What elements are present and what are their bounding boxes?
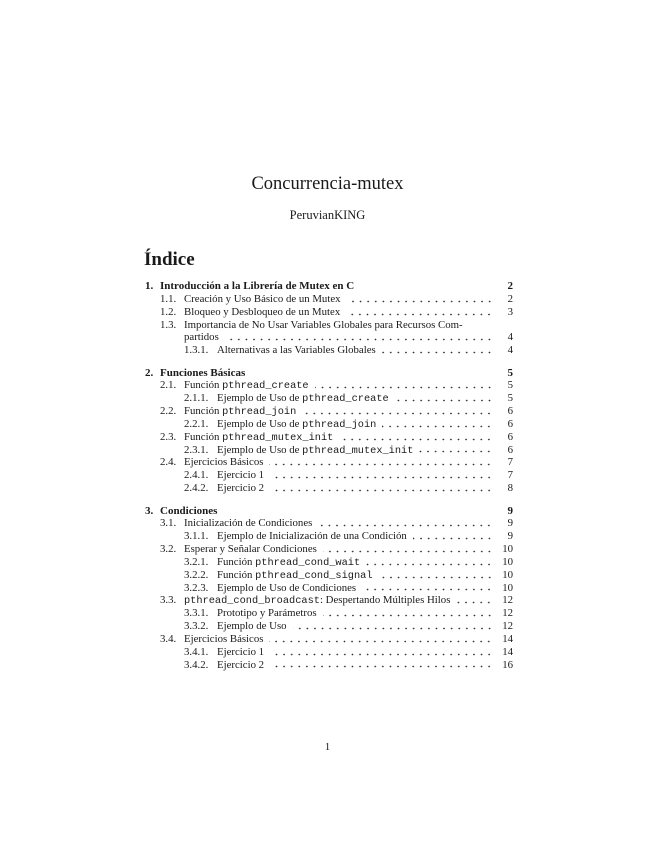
toc-entry-title — [184, 456, 263, 469]
dot-leader — [419, 445, 493, 453]
toc-subsection[interactable] — [145, 405, 513, 418]
toc-entry-number: 3.1.1. — [184, 530, 209, 543]
dot-leader — [251, 368, 493, 376]
dot-leader — [270, 648, 493, 656]
toc-entry-number: 2.1. — [160, 379, 177, 392]
toc-page-number: 2 — [507, 292, 513, 305]
toc-entry-number: 3.3.1. — [184, 607, 209, 620]
toc-title-code: pthread_join — [222, 406, 297, 419]
toc-page-number: 12 — [502, 607, 513, 620]
toc-title-text: Ejercicios Básicos — [184, 456, 264, 469]
toc-title-text: Función — [184, 405, 223, 418]
toc-title-text: Esperar y Señalar Condiciones — [184, 543, 317, 556]
dot-leader — [315, 381, 493, 389]
toc-entry-title — [184, 331, 219, 344]
toc-entry-title — [184, 319, 463, 332]
toc-page-number: 14 — [502, 645, 513, 658]
toc-heading: Índice — [144, 249, 195, 270]
dot-leader — [318, 519, 493, 527]
dot-leader — [366, 558, 493, 566]
toc-entry-title — [184, 293, 341, 306]
dot-leader — [456, 596, 493, 604]
dot-leader — [413, 532, 493, 540]
dot-leader — [270, 484, 493, 492]
dot-leader — [323, 609, 493, 617]
toc-entry-title — [217, 418, 376, 432]
toc-page-number: 5 — [507, 392, 513, 405]
toc-entry-title — [217, 569, 373, 583]
toc-entry-number: 2.2. — [160, 405, 177, 418]
toc-subsection[interactable] — [145, 633, 513, 646]
toc-page-number: 5 — [507, 366, 513, 379]
dot-leader — [223, 506, 493, 514]
toc-entry-number: 3.2.2. — [184, 568, 209, 581]
toc-subsection[interactable] — [145, 319, 513, 332]
toc-entry-number: 2.4. — [160, 456, 177, 469]
dot-leader — [270, 471, 493, 479]
toc-entry-title — [184, 379, 309, 393]
toc-entry-number: 3.1. — [160, 517, 177, 530]
toc-page-number: 3 — [507, 305, 513, 318]
toc-title-text: Prototipo y Parámetros — [217, 607, 317, 620]
dot-leader — [302, 407, 493, 415]
toc-entry-title — [217, 556, 360, 570]
toc-entry-number: 1.3.1. — [184, 344, 209, 357]
toc-subsection[interactable] — [145, 456, 513, 469]
document-title: Concurrencia-mutex — [251, 174, 404, 194]
toc-entry-title — [184, 633, 263, 646]
toc-entry-title — [217, 392, 389, 406]
toc-page-number: 2 — [507, 280, 513, 292]
toc-entry-title — [184, 517, 312, 530]
toc-entry-title — [184, 594, 450, 608]
toc-subsubsection[interactable] — [145, 469, 513, 482]
toc-subsubsection[interactable] — [145, 392, 513, 405]
toc-section[interactable] — [145, 505, 513, 518]
toc-title-text: Alternativas a las Variables Globales — [217, 344, 376, 357]
toc-page-number: 7 — [507, 456, 513, 469]
dot-leader — [269, 458, 493, 466]
toc-title-code: pthread_cond_broadcast — [184, 595, 320, 608]
toc-subsection[interactable] — [145, 331, 513, 344]
toc-subsection[interactable] — [145, 543, 513, 556]
toc-entry-number: 3.2.3. — [184, 581, 209, 594]
toc-entry-title — [217, 530, 407, 543]
toc-page-number: 6 — [507, 443, 513, 456]
toc-title-code: pthread_join — [302, 418, 377, 431]
toc-page-number: 16 — [502, 658, 513, 671]
dot-leader — [362, 583, 493, 591]
toc-title-text: Introducción a la Librería de Mutex en C — [160, 280, 355, 292]
toc-subsubsection[interactable] — [145, 659, 513, 672]
toc-entry-number: 3.3. — [160, 594, 177, 607]
toc-title-text: Ejercicio 1 — [217, 469, 265, 482]
toc-subsubsection[interactable] — [145, 444, 513, 457]
toc-title-text: Condiciones — [160, 504, 218, 517]
dot-leader — [270, 660, 493, 668]
toc-entry-number: 1. — [145, 280, 154, 292]
toc-entry-title — [217, 582, 356, 595]
toc-subsubsection[interactable] — [145, 620, 513, 633]
toc-title-text: Importancia de No Usar Variables Globales para Recursos Com- — [184, 318, 463, 331]
dot-leader — [323, 545, 493, 553]
toc-title-text: partidos — [184, 331, 219, 344]
toc-title-text: Inicialización de Condiciones — [184, 517, 313, 530]
toc-subsubsection[interactable] — [145, 646, 513, 659]
toc-entry-number: 3.2.1. — [184, 555, 209, 568]
toc-title-text: Ejercicio 2 — [217, 482, 265, 495]
dot-leader — [269, 635, 493, 643]
toc-entry-title — [184, 431, 333, 445]
toc-page-number: 6 — [507, 430, 513, 443]
toc-title-text: Función — [217, 555, 256, 568]
toc-entry-number: 3.3.2. — [184, 620, 209, 633]
toc-title-text: Ejemplo de Inicialización de una Condición — [217, 530, 407, 543]
toc-entry-number: 1.1. — [160, 292, 177, 305]
toc-subsection[interactable] — [145, 293, 513, 306]
toc-entry-title — [160, 367, 245, 380]
toc-title-code: pthread_create — [302, 393, 389, 406]
toc-page-number: 9 — [507, 517, 513, 530]
toc-entry-title — [160, 280, 354, 293]
toc-page-number: 10 — [502, 568, 513, 581]
toc-subsubsection[interactable] — [145, 418, 513, 431]
toc-title-text: Ejemplo de Uso — [217, 620, 287, 633]
toc-entry-number: 2.3. — [160, 430, 177, 443]
toc-title-text: Bloqueo y Desbloqueo de un Mutex — [184, 305, 341, 318]
toc-entry-title — [217, 607, 317, 620]
toc-entry-title — [217, 620, 287, 633]
toc-page-number: 6 — [507, 405, 513, 418]
toc-title-text: Función — [184, 430, 223, 443]
toc-page-number: 7 — [507, 469, 513, 482]
toc-entry-title — [217, 344, 376, 357]
dot-leader — [225, 333, 493, 341]
toc-entry-title — [217, 646, 264, 659]
toc-entry-number: 2.4.1. — [184, 469, 209, 482]
toc-entry-title — [217, 659, 264, 672]
toc-entry-number: 2. — [145, 366, 154, 379]
toc-entry-number: 3.4.2. — [184, 658, 209, 671]
toc-title-text: Ejemplo de Uso de — [217, 417, 303, 430]
toc-title-text: Ejercicio 2 — [217, 658, 265, 671]
toc-page-number: 4 — [507, 344, 513, 357]
dot-leader — [360, 282, 493, 290]
dot-leader — [379, 571, 494, 579]
page-number: 1 — [324, 741, 331, 753]
toc-subsubsection[interactable] — [145, 482, 513, 495]
toc-subsubsection[interactable] — [145, 556, 513, 569]
toc-subsubsection[interactable] — [145, 344, 513, 357]
toc-title-text: Función — [184, 379, 223, 392]
toc-entry-number: 2.1.1. — [184, 392, 209, 405]
toc-entry-title — [160, 505, 217, 518]
toc-page-number: 14 — [502, 632, 513, 645]
toc-title-text: Ejercicio 1 — [217, 645, 265, 658]
toc-entry-title — [217, 469, 264, 482]
toc-entry-number: 3.4. — [160, 632, 177, 645]
toc-subsection[interactable] — [145, 379, 513, 392]
toc-entry-title — [184, 306, 340, 319]
toc-page-number: 8 — [507, 482, 513, 495]
dot-leader — [339, 433, 493, 441]
toc-title-text: Ejercicios Básicos — [184, 632, 264, 645]
toc-page-number: 12 — [502, 620, 513, 633]
toc-entry-number: 1.2. — [160, 305, 177, 318]
toc-entry-number: 2.3.1. — [184, 443, 209, 456]
toc-page-number: 5 — [507, 379, 513, 392]
table-of-contents — [145, 280, 513, 671]
toc-page-number: 6 — [507, 417, 513, 430]
dot-leader — [382, 346, 493, 354]
toc-entry-number: 2.4.2. — [184, 482, 209, 495]
toc-entry-title — [184, 543, 317, 556]
toc-title-code: pthread_cond_signal — [255, 569, 373, 582]
toc-title-code: pthread_mutex_init — [302, 444, 414, 457]
toc-subsubsection[interactable] — [145, 607, 513, 620]
toc-title-text: Funciones Básicas — [160, 366, 246, 379]
toc-section[interactable] — [145, 280, 513, 293]
toc-entry-number: 2.2.1. — [184, 417, 209, 430]
toc-page-number: 4 — [507, 331, 513, 344]
toc-subsection[interactable] — [145, 517, 513, 530]
toc-page-number: 10 — [502, 555, 513, 568]
toc-title-code: pthread_mutex_init — [222, 431, 334, 444]
dot-leader — [347, 295, 493, 303]
toc-entry-number: 1.3. — [160, 318, 177, 331]
dot-leader — [346, 308, 493, 316]
toc-page-number: 9 — [507, 504, 513, 517]
toc-entry-number: 3.4.1. — [184, 645, 209, 658]
toc-entry-title — [217, 444, 413, 458]
toc-title-text: Función — [217, 568, 256, 581]
toc-subsubsection[interactable] — [145, 569, 513, 582]
toc-page-number: 9 — [507, 530, 513, 543]
toc-entry-title — [184, 405, 296, 419]
toc-title-text: Creación y Uso Básico de un Mutex — [184, 292, 341, 305]
dot-leader — [395, 394, 493, 402]
toc-section[interactable] — [145, 367, 513, 380]
toc-title-text: : Despertando Múltiples Hilos — [319, 594, 451, 607]
toc-title-text: Ejemplo de Uso de — [217, 392, 303, 405]
toc-entry-title — [217, 482, 264, 495]
toc-page-number: 10 — [502, 543, 513, 556]
toc-subsection[interactable] — [145, 594, 513, 607]
toc-page-number: 12 — [502, 594, 513, 607]
toc-title-text: Ejemplo de Uso de Condiciones — [217, 581, 357, 594]
toc-entry-number: 3.2. — [160, 543, 177, 556]
toc-subsection[interactable] — [145, 431, 513, 444]
toc-subsubsection[interactable] — [145, 582, 513, 595]
toc-title-code: pthread_cond_wait — [255, 556, 361, 569]
toc-title-text: Ejemplo de Uso de — [217, 443, 303, 456]
toc-title-code: pthread_create — [222, 380, 309, 393]
dot-leader — [293, 622, 493, 630]
toc-subsection[interactable] — [145, 306, 513, 319]
toc-subsubsection[interactable] — [145, 530, 513, 543]
toc-entry-number: 3. — [145, 504, 154, 517]
document-author: PeruvianKING — [289, 208, 366, 222]
toc-page-number: 10 — [502, 581, 513, 594]
dot-leader — [382, 420, 493, 428]
